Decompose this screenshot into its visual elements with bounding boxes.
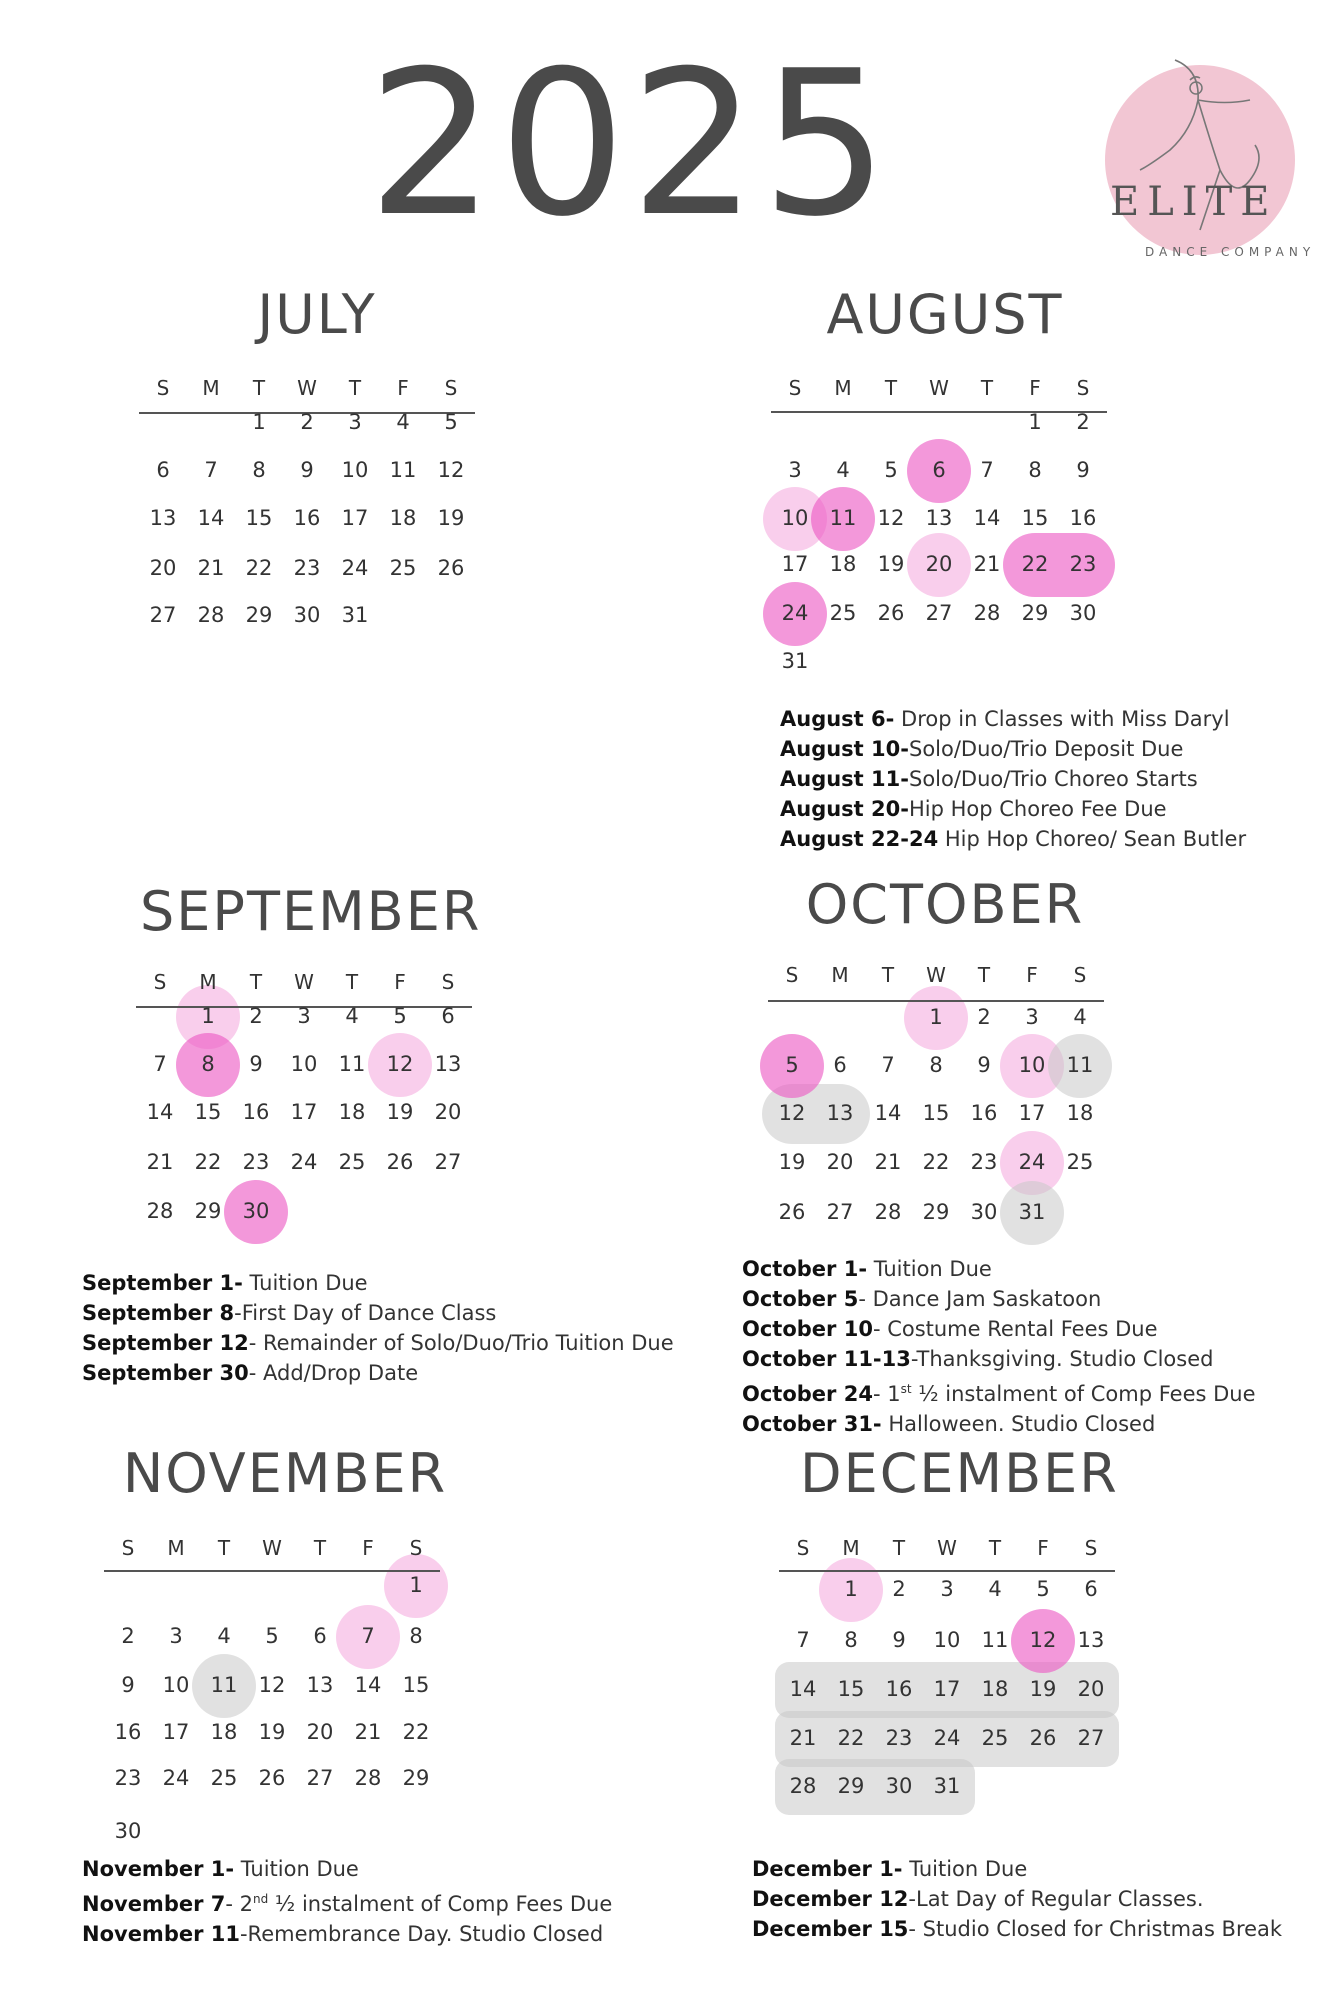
logo-tagline: DANCE COMPANY [1145,245,1316,259]
header-rule [779,1570,1115,1572]
day-number: 16 [1069,506,1097,530]
month-title: SEPTEMBER [140,880,482,943]
day-number: 26 [437,556,465,580]
weekday-header: F [1037,1536,1049,1560]
day-number: 29 [402,1766,430,1790]
day-number: 10 [933,1628,961,1652]
day-number: 4 [1073,1005,1087,1029]
day-number: 30 [293,603,321,627]
weekday-header: F [1026,963,1038,987]
weekday-header: W [297,376,317,400]
day-number: 8 [201,1052,215,1076]
day-number: 13 [434,1052,462,1076]
day-number: 7 [980,458,994,482]
weekday-header: M [842,1536,860,1560]
day-number: 23 [293,556,321,580]
weekday-header: S [441,970,455,994]
day-number: 7 [796,1628,810,1652]
day-number: 8 [1028,458,1042,482]
day-number: 25 [1066,1150,1094,1174]
day-number: 2 [1076,410,1090,434]
day-number: 7 [881,1053,895,1077]
day-number: 21 [973,552,1001,576]
day-number: 9 [892,1628,906,1652]
day-number: 11 [210,1673,238,1697]
day-number: 2 [249,1004,263,1028]
event-item: December 15- Studio Closed for Christmas Break [752,1917,1283,1941]
day-number: 7 [153,1052,167,1076]
day-number: 11 [1066,1053,1094,1077]
day-number: 5 [884,458,898,482]
day-number: 20 [306,1720,334,1744]
day-number: 22 [194,1150,222,1174]
day-number: 25 [338,1150,366,1174]
day-number: 24 [162,1766,190,1790]
event-item: November 1- Tuition Due [82,1857,359,1881]
day-number: 1 [201,1004,215,1028]
day-number: 30 [970,1200,998,1224]
day-number: 3 [788,458,802,482]
weekday-header: M [202,376,220,400]
day-number: 2 [121,1624,135,1648]
event-item: October 1- Tuition Due [742,1257,992,1281]
weekday-header: W [937,1536,957,1560]
day-number: 16 [970,1101,998,1125]
day-number: 21 [197,556,225,580]
day-number: 8 [929,1053,943,1077]
day-number: 1 [252,410,266,434]
day-number: 17 [933,1677,961,1701]
day-number: 7 [204,458,218,482]
day-number: 27 [306,1766,334,1790]
day-number: 13 [306,1673,334,1697]
day-number: 11 [338,1052,366,1076]
day-number: 6 [156,458,170,482]
day-number: 25 [210,1766,238,1790]
day-number: 17 [781,552,809,576]
day-number: 3 [1025,1005,1039,1029]
weekday-header: T [977,963,991,987]
day-number: 5 [444,410,458,434]
day-number: 19 [1029,1677,1057,1701]
day-number: 22 [1021,552,1049,576]
weekday-header: M [831,963,849,987]
day-number: 30 [1069,601,1097,625]
day-number: 27 [826,1200,854,1224]
weekday-header: M [834,376,852,400]
event-item: August 10-Solo/Duo/Trio Deposit Due [780,737,1184,761]
day-number: 22 [402,1720,430,1744]
day-number: 30 [114,1819,142,1843]
weekday-header: T [249,970,263,994]
day-number: 31 [781,649,809,673]
elite-logo [1050,30,1320,280]
day-number: 13 [826,1101,854,1125]
day-number: 14 [146,1100,174,1124]
day-number: 21 [146,1150,174,1174]
day-number: 12 [386,1052,414,1076]
weekday-header: T [348,376,362,400]
day-number: 3 [169,1624,183,1648]
day-number: 19 [258,1720,286,1744]
event-item: August 22-24 Hip Hop Choreo/ Sean Butler [780,827,1247,851]
weekday-header: F [362,1536,374,1560]
day-number: 18 [389,506,417,530]
day-number: 31 [341,603,369,627]
day-number: 24 [933,1726,961,1750]
weekday-header: M [167,1536,185,1560]
weekday-header: S [153,970,167,994]
weekday-header: F [397,376,409,400]
day-number: 3 [297,1004,311,1028]
day-number: 17 [1018,1101,1046,1125]
event-item: August 6- Drop in Classes with Miss Daryl [780,707,1230,731]
day-number: 9 [977,1053,991,1077]
weekday-header: T [884,376,898,400]
day-number: 23 [242,1150,270,1174]
day-number: 14 [789,1677,817,1701]
day-number: 6 [833,1053,847,1077]
day-number: 7 [361,1624,375,1648]
day-number: 26 [778,1200,806,1224]
day-number: 22 [922,1150,950,1174]
weekday-header: W [262,1536,282,1560]
event-item: August 11-Solo/Duo/Trio Choreo Starts [780,767,1198,791]
weekday-header: S [1073,963,1087,987]
day-number: 12 [877,506,905,530]
day-number: 2 [977,1005,991,1029]
day-number: 15 [1021,506,1049,530]
day-number: 10 [341,458,369,482]
day-number: 13 [1077,1628,1105,1652]
day-number: 1 [844,1577,858,1601]
day-number: 12 [258,1673,286,1697]
event-item: September 30- Add/Drop Date [82,1361,419,1385]
day-number: 11 [829,506,857,530]
weekday-header: S [156,376,170,400]
day-number: 10 [162,1673,190,1697]
day-number: 18 [210,1720,238,1744]
weekday-header: T [313,1536,327,1560]
day-number: 26 [258,1766,286,1790]
september-events [82,1268,674,1388]
day-number: 11 [981,1628,1009,1652]
day-number: 2 [892,1577,906,1601]
weekday-header: F [394,970,406,994]
day-number: 16 [242,1100,270,1124]
day-number: 29 [1021,601,1049,625]
day-number: 4 [836,458,850,482]
day-number: 4 [217,1624,231,1648]
day-number: 27 [434,1150,462,1174]
day-number: 28 [354,1766,382,1790]
weekday-header: S [785,963,799,987]
day-number: 21 [354,1720,382,1744]
day-number: 21 [789,1726,817,1750]
day-number: 10 [781,506,809,530]
day-number: 3 [940,1577,954,1601]
august-events [780,704,1246,854]
event-item: September 1- Tuition Due [82,1271,368,1295]
day-number: 10 [290,1052,318,1076]
day-number: 14 [973,506,1001,530]
day-number: 8 [252,458,266,482]
header-rule [104,1570,440,1572]
day-number: 16 [885,1677,913,1701]
day-number: 12 [437,458,465,482]
event-item: October 10- Costume Rental Fees Due [742,1317,1158,1341]
day-number: 24 [341,556,369,580]
day-number: 5 [1036,1577,1050,1601]
day-number: 18 [338,1100,366,1124]
day-number: 22 [245,556,273,580]
day-number: 17 [162,1720,190,1744]
day-number: 21 [874,1150,902,1174]
weekday-header: T [217,1536,231,1560]
day-number: 4 [345,1004,359,1028]
day-number: 18 [981,1677,1009,1701]
october-events [742,1254,1256,1439]
event-item: September 8-First Day of Dance Class [82,1301,497,1325]
day-number: 24 [1018,1150,1046,1174]
day-number: 9 [1076,458,1090,482]
day-number: 17 [341,506,369,530]
weekday-header: S [444,376,458,400]
day-number: 19 [877,552,905,576]
weekday-header: S [1084,1536,1098,1560]
event-item: October 5- Dance Jam Saskatoon [742,1287,1102,1311]
day-number: 20 [826,1150,854,1174]
event-item: September 12- Remainder of Solo/Duo/Trio Tuition Due [82,1331,674,1355]
day-number: 17 [290,1100,318,1124]
day-number: 23 [1069,552,1097,576]
day-number: 30 [885,1774,913,1798]
day-number: 23 [970,1150,998,1174]
event-item: November 11-Remembrance Day. Studio Closed [82,1922,604,1946]
day-number: 9 [300,458,314,482]
weekday-header: S [409,1536,423,1560]
day-number: 15 [402,1673,430,1697]
weekday-header: T [881,963,895,987]
day-number: 26 [1029,1726,1057,1750]
day-number: 5 [785,1053,799,1077]
day-number: 1 [1028,410,1042,434]
day-number: 15 [194,1100,222,1124]
day-number: 19 [386,1100,414,1124]
day-number: 13 [149,506,177,530]
event-item: October 24- 1st ½ instalment of Comp Fees Due [742,1382,1256,1406]
month-title: DECEMBER [800,1442,1119,1505]
day-number: 14 [874,1101,902,1125]
day-number: 27 [1077,1726,1105,1750]
day-number: 5 [393,1004,407,1028]
day-number: 25 [829,601,857,625]
day-number: 18 [829,552,857,576]
december-events [752,1854,1282,1944]
weekday-header: S [788,376,802,400]
day-number: 14 [197,506,225,530]
day-number: 28 [789,1774,817,1798]
day-number: 16 [293,506,321,530]
weekday-header: W [294,970,314,994]
day-number: 12 [778,1101,806,1125]
day-number: 24 [781,601,809,625]
day-number: 15 [837,1677,865,1701]
day-number: 9 [121,1673,135,1697]
day-number: 15 [245,506,273,530]
weekday-header: T [252,376,266,400]
day-number: 25 [981,1726,1009,1750]
day-number: 6 [932,458,946,482]
day-number: 28 [874,1200,902,1224]
day-number: 8 [844,1628,858,1652]
day-number: 6 [441,1004,455,1028]
weekday-header: W [929,376,949,400]
weekday-header: F [1029,376,1041,400]
day-number: 14 [354,1673,382,1697]
weekday-header: T [988,1536,1002,1560]
day-number: 20 [1077,1677,1105,1701]
day-number: 28 [973,601,1001,625]
year-title: 2025 [367,28,893,261]
month-title: AUGUST [826,283,1064,346]
day-number: 8 [409,1624,423,1648]
event-item: December 1- Tuition Due [752,1857,1028,1881]
weekday-header: S [121,1536,135,1560]
day-number: 29 [837,1774,865,1798]
month-title: NOVEMBER [122,1442,448,1505]
weekday-header: W [926,963,946,987]
day-number: 19 [778,1150,806,1174]
day-number: 6 [313,1624,327,1648]
day-number: 26 [877,601,905,625]
day-number: 4 [396,410,410,434]
month-title: JULY [257,283,377,346]
event-item: December 12-Lat Day of Regular Classes. [752,1887,1204,1911]
day-number: 6 [1084,1577,1098,1601]
logo-brand: ELITE [1110,179,1278,225]
event-item: August 20-Hip Hop Choreo Fee Due [780,797,1167,821]
day-number: 18 [1066,1101,1094,1125]
event-item: October 11-13-Thanksgiving. Studio Closed [742,1347,1214,1371]
weekday-header: M [199,970,217,994]
day-number: 1 [929,1005,943,1029]
event-item: October 31- Halloween. Studio Closed [742,1412,1156,1436]
day-number: 22 [837,1726,865,1750]
day-number: 15 [922,1101,950,1125]
event-item: November 7- 2nd ½ instalment of Comp Fees Due [82,1892,613,1916]
day-number: 31 [933,1774,961,1798]
day-number: 10 [1018,1053,1046,1077]
day-number: 29 [922,1200,950,1224]
day-number: 12 [1029,1628,1057,1652]
weekday-header: T [892,1536,906,1560]
day-number: 20 [925,552,953,576]
day-number: 9 [249,1052,263,1076]
weekday-header: S [1076,376,1090,400]
day-number: 1 [409,1573,423,1597]
day-number: 20 [149,556,177,580]
header-rule [768,1000,1104,1002]
day-number: 28 [146,1199,174,1223]
day-number: 23 [114,1766,142,1790]
day-number: 5 [265,1624,279,1648]
day-number: 4 [988,1577,1002,1601]
day-number: 2 [300,410,314,434]
day-number: 27 [925,601,953,625]
weekday-header: T [980,376,994,400]
weekday-header: S [796,1536,810,1560]
day-number: 29 [194,1199,222,1223]
day-number: 20 [434,1100,462,1124]
weekday-header: T [345,970,359,994]
day-number: 30 [242,1199,270,1223]
day-number: 23 [885,1726,913,1750]
november-events [82,1854,612,1949]
month-title: OCTOBER [805,873,1085,936]
day-number: 29 [245,603,273,627]
day-number: 25 [389,556,417,580]
day-number: 3 [348,410,362,434]
day-number: 28 [197,603,225,627]
day-number: 13 [925,506,953,530]
day-number: 24 [290,1150,318,1174]
day-number: 31 [1018,1200,1046,1224]
day-number: 16 [114,1720,142,1744]
day-number: 11 [389,458,417,482]
day-number: 26 [386,1150,414,1174]
day-number: 27 [149,603,177,627]
day-number: 19 [437,506,465,530]
